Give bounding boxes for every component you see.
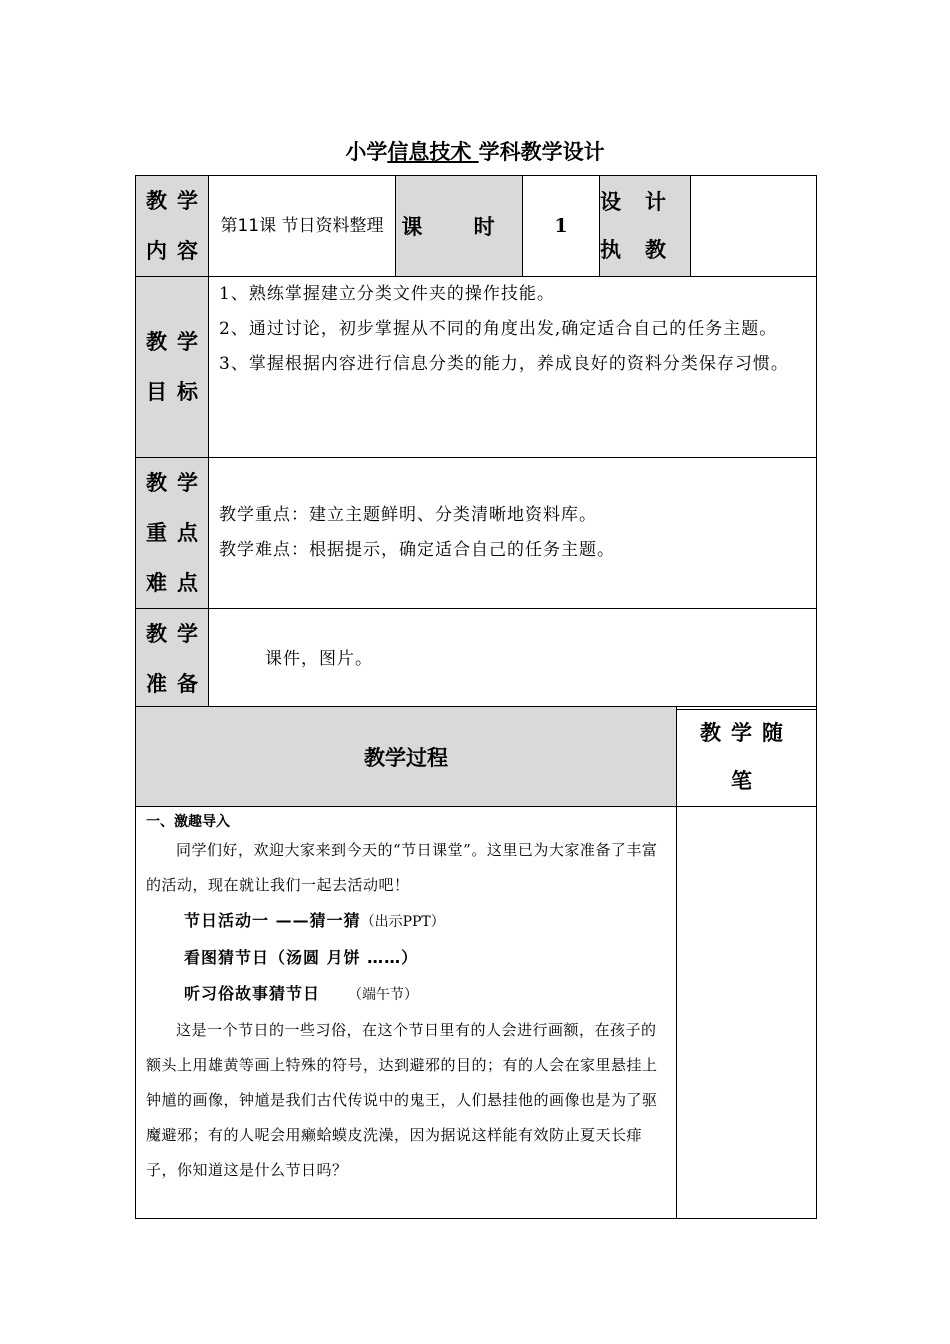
section-title: 一、激趣导入	[146, 814, 230, 830]
objective-item: 1、熟练掌握建立分类文件夹的操作技能。	[219, 284, 555, 304]
design-value	[691, 176, 817, 277]
story-paragraph: 这是一个节日的一些习俗，在这个节日里有的人会进行画额，在孩子的额头上用雄黄等画上特殊的符号，达到避邪的目的；有的人会在家里悬挂上钟馗的画像，钟馗是我们古代传说中的鬼王，人们悬挂他的画像也是为了驱魔避邪；有的人呢会用癞蛤蟆皮洗澡，因为据说这样能有效防止夏天长痱子，你知道这是什么节日吗？	[146, 1021, 658, 1179]
title-subject: 信息技术	[387, 140, 479, 164]
objective-item: 3、掌握根据内容进行信息分类的能力，养成良好的资料分类保存习惯。	[219, 354, 789, 374]
notes-header-line1: 教学随	[700, 720, 793, 745]
title-part3: 学科教学设计	[478, 140, 605, 164]
activity-3	[146, 976, 666, 1013]
period-value: 1	[523, 176, 600, 277]
objectives-content	[209, 277, 817, 458]
prep-label-line1: 教学	[146, 622, 208, 646]
design-label-line1: 设计	[600, 190, 690, 214]
notes-header	[677, 707, 817, 807]
title-part1: 小学	[345, 140, 388, 164]
objective-item: 2、通过讨论，初步掌握从不同的角度出发,确定适合自己的任务主题。	[219, 319, 778, 339]
activity-1-text: 节日活动一 ——猜一猜	[184, 911, 361, 930]
activity-1	[146, 903, 666, 940]
process-header-row	[136, 707, 817, 807]
prep-label-line2: 准备	[146, 672, 208, 696]
notes-cell	[677, 807, 817, 1219]
lesson-info-table	[135, 175, 817, 710]
activity-3-note: （端午节）	[348, 987, 419, 1003]
design-label-cell	[600, 176, 691, 277]
prep-text: 课件，图片。	[265, 648, 373, 669]
row-lesson-content	[136, 176, 817, 277]
notes-header-line2: 笔	[731, 768, 762, 793]
keypoints-content	[209, 458, 817, 609]
row-key-points	[136, 458, 817, 609]
activity-3-text: 听习俗故事猜节日	[184, 984, 321, 1003]
keypoints-label-line1: 教学	[146, 471, 208, 495]
keypoints-label-line2: 重点	[146, 521, 208, 545]
process-table	[135, 706, 817, 1219]
process-body	[136, 807, 677, 1219]
keypoint-item: 教学重点：建立主题鲜明、分类清晰地资料库。	[219, 505, 597, 525]
prep-content	[209, 609, 817, 710]
objectives-label-cell	[136, 277, 209, 458]
objectives-label-line2: 目标	[146, 380, 208, 404]
process-body-row	[136, 807, 817, 1219]
intro-paragraph: 同学们好，欢迎大家来到今天的“节日课堂”。这里已为大家准备了丰富的活动，现在就让我们一起去活动吧！	[146, 841, 658, 894]
design-label-line2: 执教	[600, 238, 690, 262]
objectives-label-line1: 教学	[146, 330, 208, 354]
prep-label-cell	[136, 609, 209, 710]
row-objectives	[136, 277, 817, 458]
content-label-line2: 内容	[146, 239, 208, 263]
keypoints-label-cell	[136, 458, 209, 609]
process-header: 教学过程	[136, 707, 677, 807]
activity-1-note: （出示PPT）	[360, 914, 445, 930]
period-label: 课 时	[396, 176, 523, 277]
lesson-name: 第11课 节日资料整理	[209, 176, 396, 277]
content-label-cell	[136, 176, 209, 277]
keypoint-item: 教学难点：根据提示，确定适合自己的任务主题。	[219, 540, 615, 560]
activity-2: 看图猜节日（汤圆 月饼 ……）	[184, 948, 419, 967]
keypoints-label-line3: 难点	[146, 571, 208, 595]
document-title	[0, 136, 950, 168]
content-label-line1: 教学	[146, 189, 208, 213]
row-preparation	[136, 609, 817, 710]
